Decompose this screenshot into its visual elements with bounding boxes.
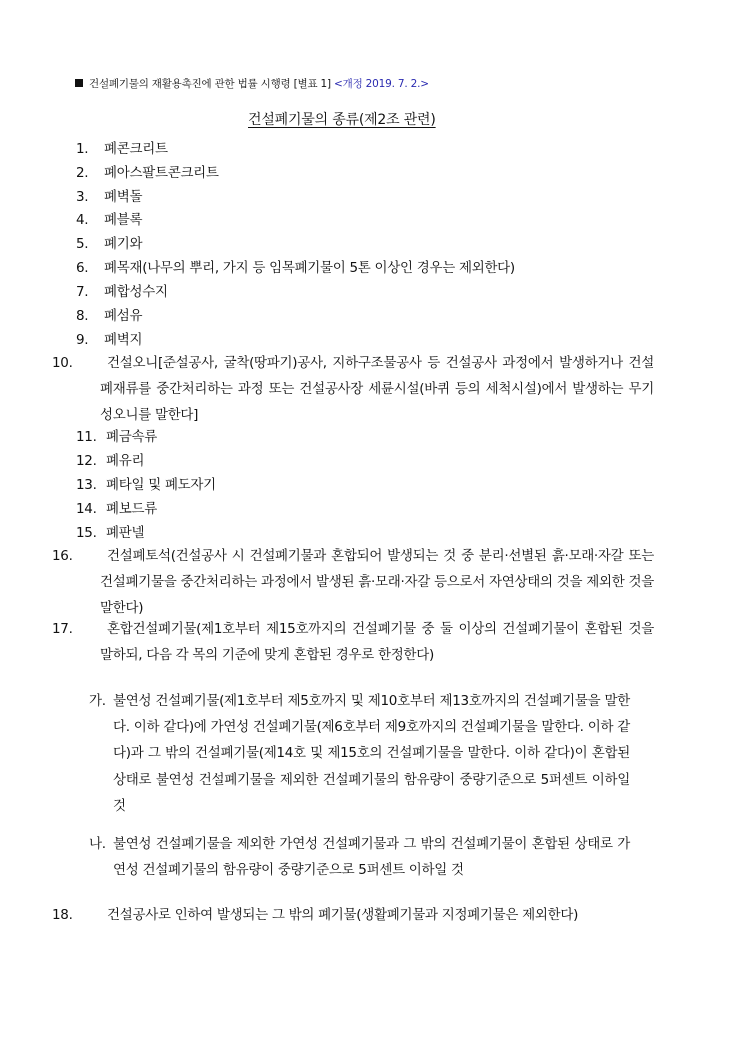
item-number: 9. [76,332,89,348]
list-item [76,451,144,472]
list-item [52,616,654,668]
item-number: 17. [52,621,73,637]
item-text: 혼합건설폐기물(제1호부터 제15호까지의 건설폐기물 중 둘 이상의 건설폐기물이 혼합된 것을 말하되, 다음 각 목의 기준에 맞게 혼합된 경우로 한정한다) [100,621,654,664]
item-number: 16. [52,548,73,564]
item-text: 폐유리 [106,453,145,469]
sub-item-marker: 나. [89,836,106,852]
list-item [76,163,219,184]
sub-item-text: 불연성 건설폐기물을 제외한 가연성 건설폐기물과 그 밖의 건설폐기물이 혼합된 상태로 가연성 건설폐기물의 함유량이 중량기준으로 5퍼센트 이하일 것 [113,836,630,879]
header-text: 건설폐기물의 재활용촉진에 관한 법률 시행령 [별표 1] [89,78,331,90]
list-item [52,902,654,928]
item-number: 3. [76,189,89,205]
item-text: 폐판넬 [106,525,145,541]
item-text: 폐금속류 [106,429,157,445]
list-item [76,427,157,448]
list-item [76,258,515,279]
sub-list-item [89,688,630,819]
item-text: 폐타일 및 폐도자기 [106,477,216,493]
list-item [52,543,654,622]
sub-item-marker: 가. [89,693,106,709]
amendment-date: <개정 2019. 7. 2.> [334,78,429,90]
item-text: 폐아스팔트콘크리트 [104,165,219,181]
list-item [76,306,142,327]
list-item [76,282,168,303]
list-item [76,187,142,208]
item-number: 11. [76,429,97,445]
page-title: 건설폐기물의 종류(제2조 관련) [248,112,436,128]
item-text: 건설폐토석(건설공사 시 건설폐기물과 혼합되어 발생되는 것 중 분리·선별된 흙·모래·자갈 또는 건설폐기물을 중간처리하는 과정에서 발생된 흙·모래·자갈 등으로서 자연상태의 것을 제외한 것을 말한다) [100,548,654,617]
item-text: 폐기와 [104,236,143,252]
list-item [76,475,216,496]
item-text: 건설공사로 인하여 발생되는 그 밖의 폐기물(생활폐기물과 지정폐기물은 제외한다) [107,907,579,923]
list-item [76,499,157,520]
sub-list-item [89,831,630,883]
item-text: 폐벽지 [104,332,143,348]
item-number: 12. [76,453,97,469]
list-item [76,523,144,544]
item-text: 폐보드류 [106,501,157,517]
item-number: 14. [76,501,97,517]
item-text: 폐벽돌 [104,189,143,205]
item-number: 15. [76,525,97,541]
list-item [76,139,168,160]
item-text: 건설오니[준설공사, 굴착(땅파기)공사, 지하구조물공사 등 건설공사 과정에서 발생하거나 건설폐재류를 중간처리하는 과정 또는 건설공사장 세륜시설(바퀴 등의 세척시설)에서 발생하는 무기성오니를 말한다] [100,355,654,424]
list-item [76,234,142,255]
sub-item-text: 불연성 건설폐기물(제1호부터 제5호까지 및 제10호부터 제13호까지의 건설폐기물을 말한다. 이하 같다)에 가연성 건설폐기물(제6호부터 제9호까지의 건설폐기물을 말한다. 이하 같다)과 그 밖의 건설폐기물(제14호 및 제15호의 건설폐기물을 말한다. 이하 같다)이 혼합된 상태로 불연성 건설폐기물을 제외한 건설폐기물의 함유량이 중량기준으로 5퍼센트 이하일 것 [113,693,630,814]
item-text: 폐블록 [104,212,143,228]
list-item [76,330,142,351]
item-number: 4. [76,212,89,228]
list-item [76,210,142,231]
item-text: 폐목재(나무의 뿌리, 가지 등 임목폐기물이 5톤 이상인 경우는 제외한다) [104,260,515,276]
item-number: 8. [76,308,89,324]
square-bullet-icon [75,79,83,87]
list-item [52,350,654,429]
item-text: 폐콘크리트 [104,141,168,157]
item-number: 5. [76,236,89,252]
item-number: 6. [76,260,89,276]
item-number: 18. [52,907,73,923]
item-text: 폐섬유 [104,308,143,324]
item-number: 7. [76,284,89,300]
item-number: 2. [76,165,89,181]
item-number: 10. [52,355,73,371]
item-text: 폐합성수지 [104,284,168,300]
item-number: 13. [76,477,97,493]
item-number: 1. [76,141,89,157]
document-header [75,76,429,91]
